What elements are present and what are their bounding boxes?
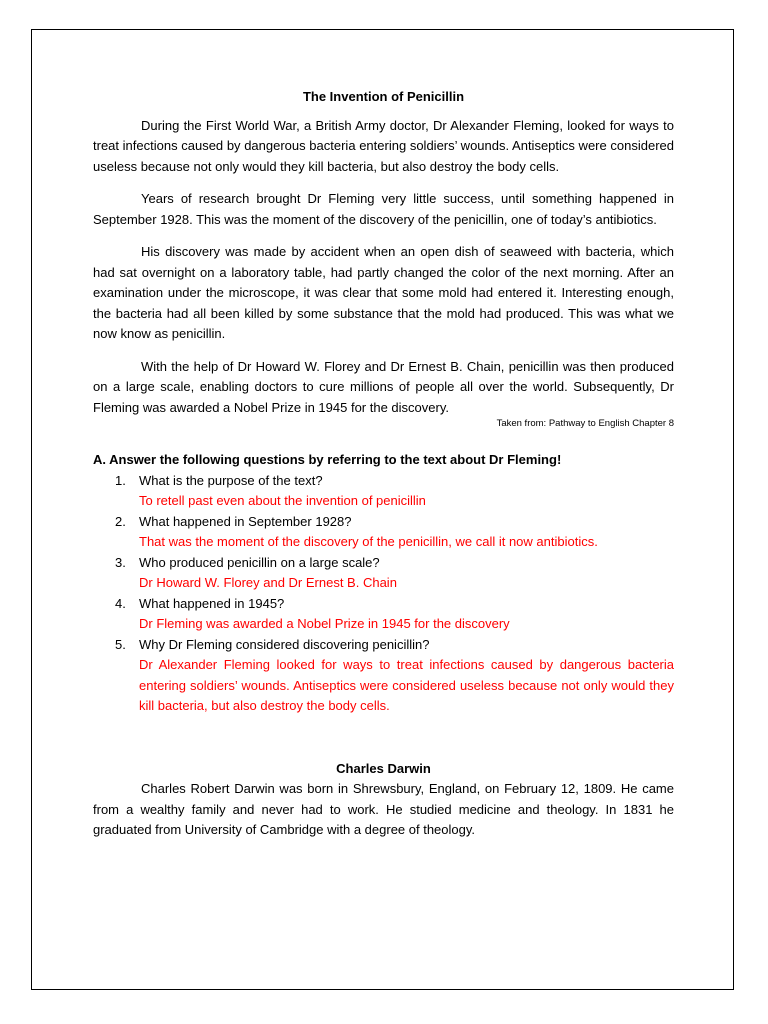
question-item-4 <box>93 594 674 635</box>
question-item-2 <box>93 512 674 553</box>
paragraph-3: His discovery was made by accident when an open dish of seaweed with bacteria, which had sat overnight on a laboratory table, had partly changed the color of the next morning. After an examination under the microscope, it was clear that some mold had entered it. Interesting enough, the bacteria had all been killed by some substance that the mold had produced. This was what we now know as penicillin. <box>93 244 674 341</box>
question-text: What is the purpose of the text? <box>139 472 323 488</box>
answer-text: That was the moment of the discovery of the penicillin, we call it now antibiotics. <box>139 534 598 549</box>
document-title: The Invention of Penicillin <box>302 89 465 104</box>
answer-text: Dr Howard W. Florey and Dr Ernest B. Chain <box>139 575 397 590</box>
darwin-title: Charles Darwin <box>336 760 431 776</box>
answer-text: Dr Alexander Fleming looked for ways to treat infections caused by dangerous bacteria entering soldiers’ wounds. Antiseptics were considered useless because not only would they kill bacteria, but also destroy the body cells. <box>139 657 674 713</box>
question-list <box>93 471 674 717</box>
darwin-paragraph: Charles Robert Darwin was born in Shrewsbury, England, on February 12, 1809. He came from a wealthy family and never had to work. He studied medicine and theology. In 1831 he graduated from University of Cambridge with a degree of theology. <box>93 781 674 837</box>
question-text: What happened in September 1928? <box>139 513 352 529</box>
question-item-3 <box>93 553 674 594</box>
question-number: 2. <box>115 513 126 529</box>
question-number: 5. <box>115 636 126 652</box>
question-item-1 <box>93 471 674 512</box>
answer-text: Dr Fleming was awarded a Nobel Prize in 1945 for the discovery <box>139 616 510 631</box>
paragraph-2: Years of research brought Dr Fleming very little success, until something happened in September 1928. This was the moment of the discovery of the penicillin, one of today’s antibiotics. <box>93 191 674 227</box>
question-number: 3. <box>115 554 126 570</box>
exercise-instruction: A. Answer the following questions by referring to the text about Dr Fleming! <box>93 452 562 467</box>
question-text: Why Dr Fleming considered discovering penicillin? <box>139 636 430 652</box>
source-citation: Taken from: Pathway to English Chapter 8 <box>496 418 674 429</box>
question-item-5 <box>93 635 674 717</box>
paragraph-1: During the First World War, a British Army doctor, Dr Alexander Fleming, looked for ways to treat infections caused by dangerous bacteria entering soldiers’ wounds. Antiseptics were considered useless because not only would they kill bacteria, but also destroy the body cells. <box>93 117 674 174</box>
question-text: What happened in 1945? <box>139 595 285 611</box>
question-text: Who produced penicillin on a large scale? <box>139 554 380 570</box>
paragraph-4: With the help of Dr Howard W. Florey and Dr Ernest B. Chain, penicillin was then produced on a large scale, enabling doctors to cure millions of people all over the world. Subsequently, Dr Fleming was awarded a Nobel Prize in 1945 for the discovery. <box>93 358 674 415</box>
document-body <box>93 87 674 841</box>
question-number: 4. <box>115 595 126 611</box>
answer-text: To retell past even about the invention of penicillin <box>139 493 426 508</box>
question-number: 1. <box>115 472 126 488</box>
